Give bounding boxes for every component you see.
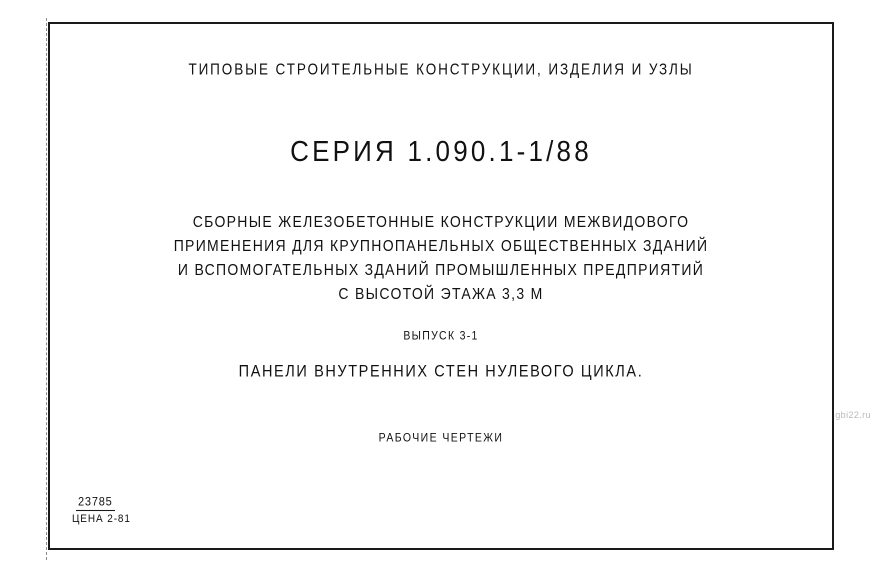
stamp-code: 23785 (76, 496, 115, 511)
binding-edge-dashed-line (46, 18, 47, 560)
document-header-title: ТИПОВЫЕ СТРОИТЕЛЬНЫЕ КОНСТРУКЦИИ, ИЗДЕЛИЯ И УЗЛЫ (188, 60, 694, 79)
stamp-price: ЦЕНА 2-81 (72, 513, 131, 526)
subtitle-line-3: И ВСПОМОГАТЕЛЬНЫХ ЗДАНИЙ ПРОМЫШЛЕННЫХ ПРЕДПРИЯТИЙ (177, 260, 705, 279)
title-page-content (50, 24, 832, 548)
issue-number: ВЫПУСК 3-1 (403, 329, 479, 343)
watermark-text: gbi22.ru (835, 410, 871, 420)
bottom-left-stamp (72, 496, 131, 525)
subtitle-line-2: ПРИМЕНЕНИЯ ДЛЯ КРУПНОПАНЕЛЬНЫХ ОБЩЕСТВЕННЫХ ЗДАНИЙ (173, 236, 709, 255)
subtitle-line-4: С ВЫСОТОЙ ЭТАЖА 3,3 М (338, 284, 544, 303)
document-frame (48, 22, 834, 550)
document-subtitle (50, 210, 832, 306)
document-kind: РАБОЧИЕ ЧЕРТЕЖИ (378, 431, 504, 445)
series-number: СЕРИЯ 1.090.1-1/88 (290, 134, 592, 168)
subtitle-line-1: СБОРНЫЕ ЖЕЛЕЗОБЕТОННЫЕ КОНСТРУКЦИИ МЕЖВИДОВОГО (192, 212, 690, 231)
section-name: ПАНЕЛИ ВНУТРЕННИХ СТЕН НУЛЕВОГО ЦИКЛА. (238, 363, 644, 381)
